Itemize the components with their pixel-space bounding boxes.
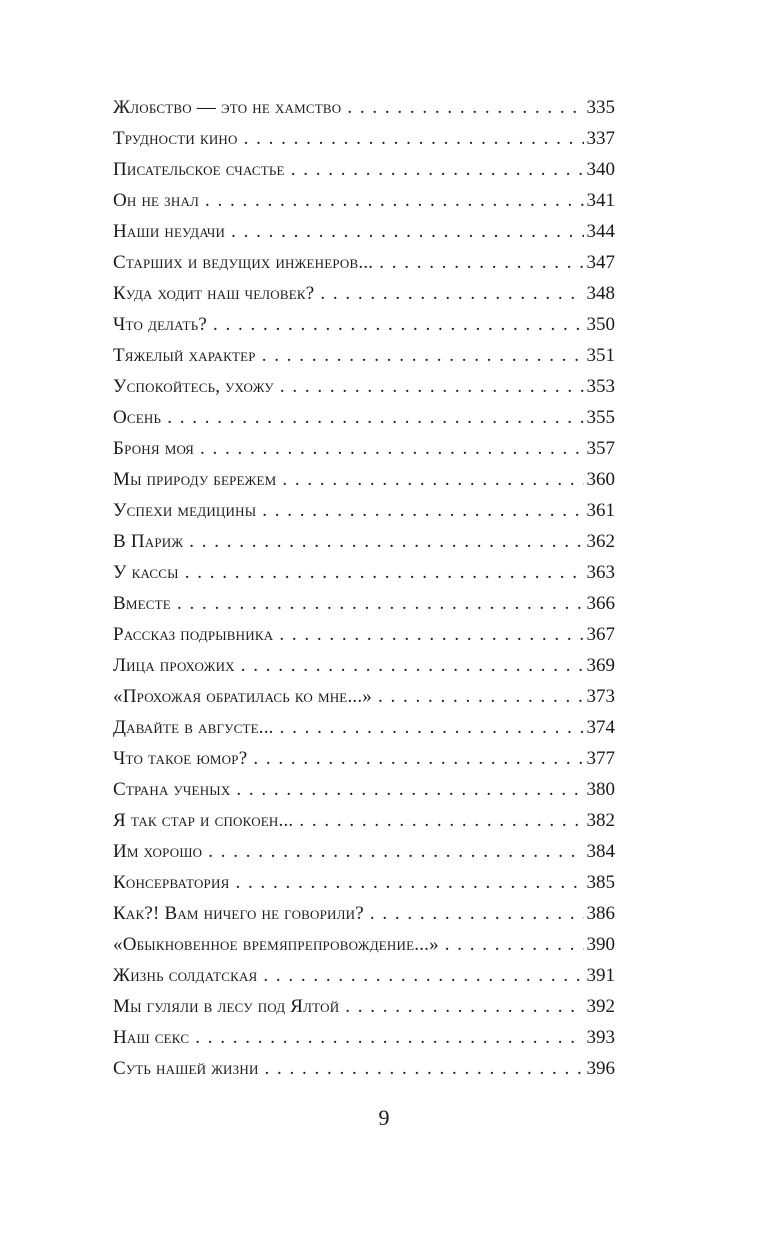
toc-entry-page: 341	[586, 190, 615, 211]
dot-leader	[262, 495, 583, 526]
toc-entry-page: 366	[586, 593, 615, 614]
dot-leader	[445, 929, 584, 960]
toc-entry-page: 340	[586, 159, 615, 180]
dot-leader	[291, 154, 584, 185]
toc-entry-page: 350	[586, 314, 615, 335]
dot-leader	[177, 588, 584, 619]
toc-entry	[113, 867, 615, 898]
toc-entry-page: 377	[586, 748, 615, 769]
dot-leader	[208, 836, 583, 867]
dot-leader	[279, 619, 583, 650]
table-of-contents	[113, 92, 615, 1084]
toc-entry-page: 363	[586, 562, 615, 583]
toc-entry-title: Писательское счастье	[113, 159, 285, 180]
toc-entry-page: 386	[586, 903, 615, 924]
toc-entry	[113, 929, 615, 960]
toc-entry-page: 382	[586, 810, 615, 831]
toc-entry-title: Что делать?	[113, 314, 207, 335]
toc-entry-page: 391	[586, 965, 615, 986]
toc-entry-page: 347	[586, 252, 615, 273]
toc-entry-page: 384	[586, 841, 615, 862]
toc-entry-title: Вместе	[113, 593, 171, 614]
dot-leader	[200, 433, 584, 464]
toc-entry	[113, 557, 615, 588]
toc-entry	[113, 650, 615, 681]
toc-entry	[113, 309, 615, 340]
toc-entry-page: 385	[586, 872, 615, 893]
page-number: 9	[378, 1105, 390, 1130]
dot-leader	[231, 216, 583, 247]
toc-entry	[113, 743, 615, 774]
toc-entry-page: 355	[586, 407, 615, 428]
toc-entry	[113, 371, 615, 402]
toc-entry-title: Давайте в августе...	[113, 717, 274, 738]
toc-entry-title: Тяжелый характер	[113, 345, 256, 366]
toc-entry-title: Лица прохожих	[113, 655, 235, 676]
toc-entry-title: Им хорошо	[113, 841, 203, 862]
dot-leader	[280, 712, 584, 743]
dot-leader	[167, 402, 583, 433]
dot-leader	[253, 743, 583, 774]
toc-entry-title: Жизнь солдатская	[113, 965, 258, 986]
toc-entry	[113, 92, 615, 123]
dot-leader	[205, 185, 583, 216]
toc-entry-title: Рассказ подрывника	[113, 624, 274, 645]
toc-entry-title: Страна ученых	[113, 779, 231, 800]
toc-entry-title: Куда ходит наш человек?	[113, 283, 315, 304]
toc-entry	[113, 774, 615, 805]
toc-entry-page: 390	[586, 934, 615, 955]
toc-entry	[113, 991, 615, 1022]
toc-entry-title: Броня моя	[113, 438, 194, 459]
dot-leader	[265, 1053, 584, 1084]
dot-leader	[379, 247, 583, 278]
toc-entry	[113, 278, 615, 309]
toc-entry	[113, 898, 615, 929]
toc-entry-title: Я так стар и спокоен...	[113, 810, 294, 831]
toc-entry	[113, 495, 615, 526]
toc-entry-title: Суть нашей жизни	[113, 1058, 259, 1079]
toc-entry-page: 348	[586, 283, 615, 304]
toc-entry-page: 361	[586, 500, 615, 521]
dot-leader	[236, 774, 583, 805]
toc-entry-title: «Прохожая обратилась ко мне...»	[113, 686, 372, 707]
dot-leader	[378, 681, 584, 712]
dot-leader	[299, 805, 583, 836]
dot-leader	[195, 1022, 583, 1053]
dot-leader	[345, 991, 583, 1022]
toc-entry-title: Что такое юмор?	[113, 748, 248, 769]
toc-entry-page: 369	[586, 655, 615, 676]
toc-entry	[113, 433, 615, 464]
dot-leader	[185, 557, 584, 588]
toc-entry	[113, 247, 615, 278]
toc-entry	[113, 402, 615, 433]
toc-entry	[113, 836, 615, 867]
toc-entry-title: Мы природу бережем	[113, 469, 277, 490]
dot-leader	[241, 650, 584, 681]
toc-entry-title: У кассы	[113, 562, 179, 583]
toc-entry-page: 392	[586, 996, 615, 1017]
toc-entry-title: Успехи медицины	[113, 500, 257, 521]
dot-leader	[262, 340, 584, 371]
toc-entry-page: 360	[586, 469, 615, 490]
toc-entry-page: 337	[586, 128, 615, 149]
dot-leader	[189, 526, 583, 557]
dot-leader	[320, 278, 583, 309]
toc-entry-title: Осень	[113, 407, 162, 428]
dot-leader	[370, 898, 584, 929]
toc-entry	[113, 340, 615, 371]
toc-entry	[113, 588, 615, 619]
toc-entry	[113, 712, 615, 743]
toc-entry-title: В Париж	[113, 531, 184, 552]
toc-entry	[113, 154, 615, 185]
toc-entry	[113, 216, 615, 247]
toc-entry-page: 335	[586, 97, 615, 118]
toc-entry-title: Как?! Вам ничего не говорили?	[113, 903, 364, 924]
toc-entry-title: Мы гуляли в лесу под Ялтой	[113, 996, 340, 1017]
toc-entry-page: 353	[586, 376, 615, 397]
toc-entry-page: 373	[586, 686, 615, 707]
toc-entry-page: 380	[586, 779, 615, 800]
toc-entry-title: «Обыкновенное времяпрепровождение...»	[113, 934, 439, 955]
toc-entry	[113, 123, 615, 154]
toc-entry-page: 367	[586, 624, 615, 645]
toc-entry-title: Наш секс	[113, 1027, 190, 1048]
toc-entry	[113, 960, 615, 991]
toc-entry-page: 351	[586, 345, 615, 366]
dot-leader	[244, 123, 584, 154]
toc-entry-title: Жлобство — это не хамство	[113, 97, 342, 118]
toc-entry	[113, 185, 615, 216]
toc-entry-title: Трудности кино	[113, 128, 238, 149]
toc-entry-page: 396	[586, 1058, 615, 1079]
toc-entry-title: Успокойтесь, ухожу	[113, 376, 274, 397]
toc-entry	[113, 1022, 615, 1053]
dot-leader	[280, 371, 584, 402]
toc-entry-title: Консерватория	[113, 872, 230, 893]
toc-entry-page: 362	[586, 531, 615, 552]
dot-leader	[213, 309, 584, 340]
toc-entry	[113, 805, 615, 836]
toc-entry	[113, 1053, 615, 1084]
toc-entry-title: Наши неудачи	[113, 221, 226, 242]
toc-entry	[113, 681, 615, 712]
dot-leader	[282, 464, 583, 495]
toc-entry-page: 357	[586, 438, 615, 459]
dot-leader	[347, 92, 583, 123]
dot-leader	[263, 960, 583, 991]
toc-entry	[113, 619, 615, 650]
toc-entry-page: 374	[586, 717, 615, 738]
toc-entry-page: 344	[586, 221, 615, 242]
toc-entry-title: Он не знал	[113, 190, 200, 211]
toc-entry	[113, 464, 615, 495]
toc-entry-page: 393	[586, 1027, 615, 1048]
toc-entry-title: Старших и ведущих инженеров...	[113, 252, 374, 273]
toc-entry	[113, 526, 615, 557]
dot-leader	[235, 867, 583, 898]
